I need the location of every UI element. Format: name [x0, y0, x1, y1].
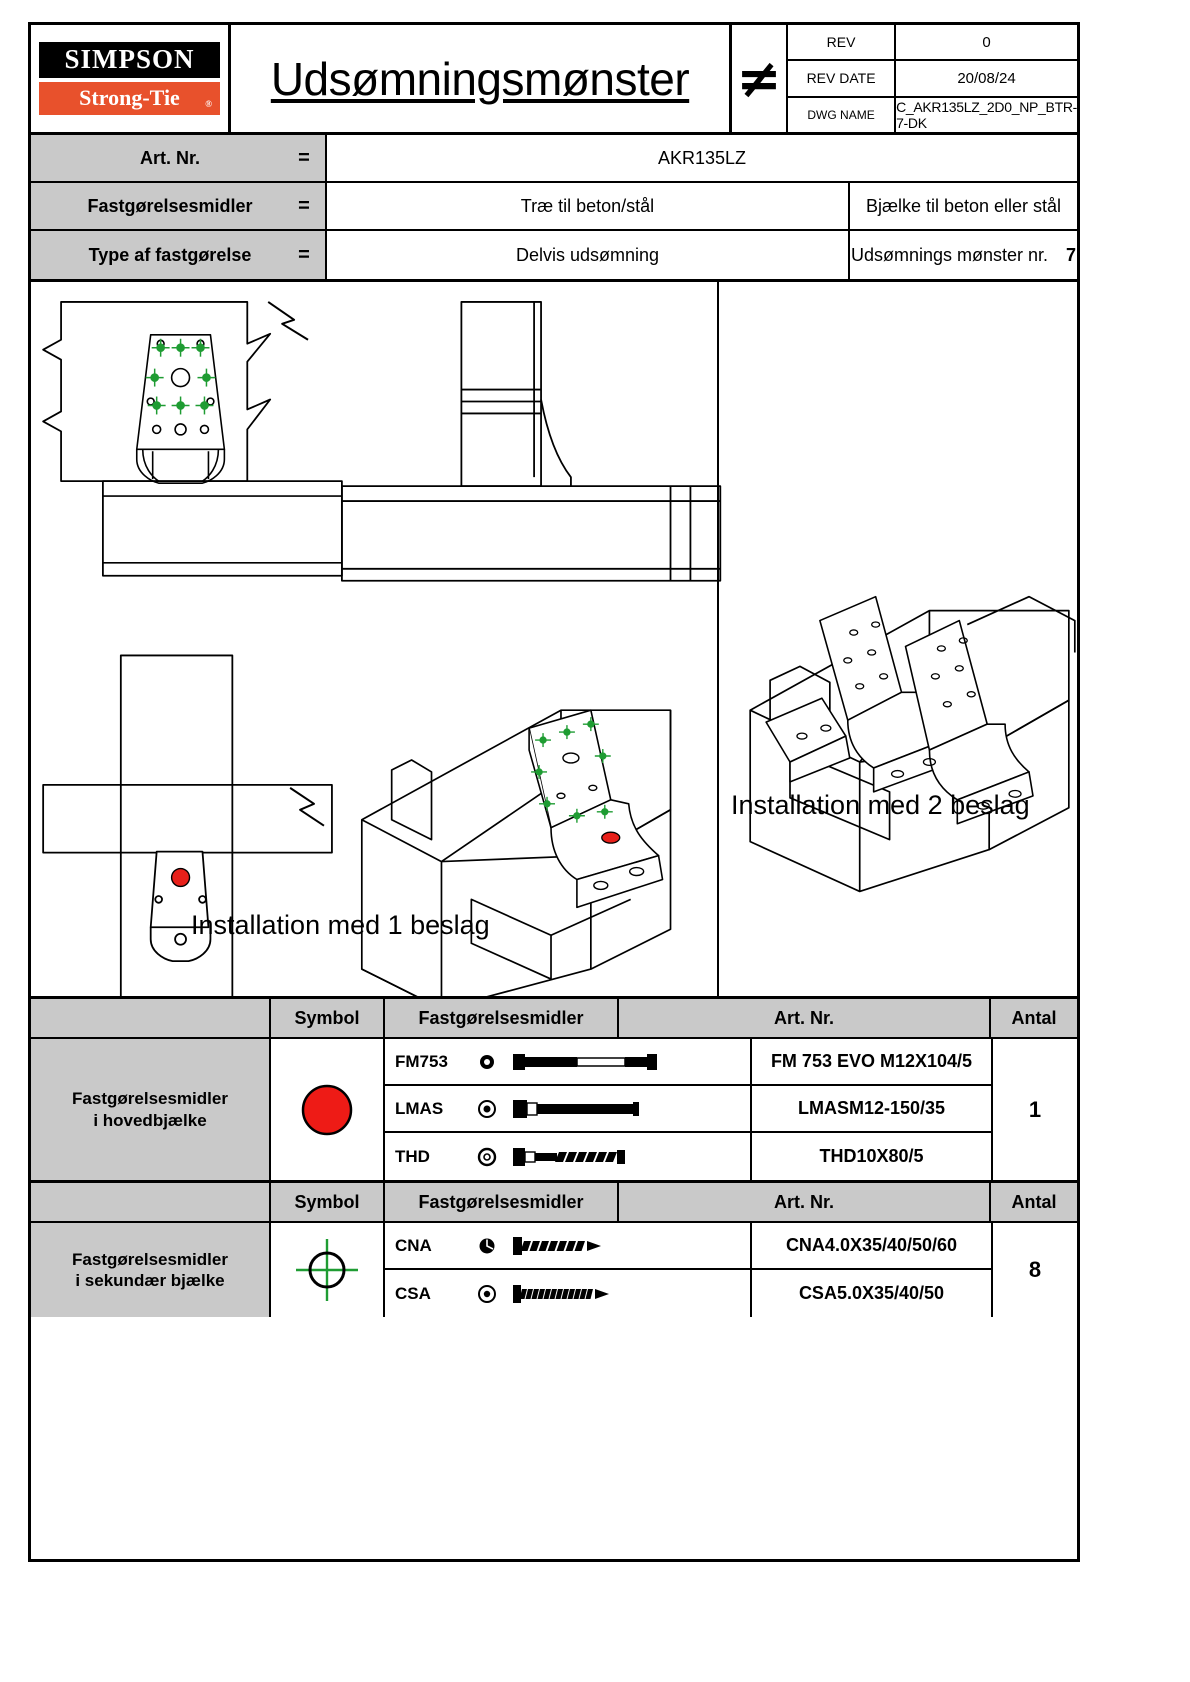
red-circle-icon	[295, 1078, 359, 1142]
spec-label-cell	[31, 183, 327, 229]
header-spacer	[31, 999, 271, 1037]
revision-block	[732, 25, 1077, 132]
group-label-secondary-beam	[31, 1223, 271, 1317]
fastener-picture	[509, 1133, 750, 1180]
specification-table	[31, 135, 1077, 282]
fastener-picture	[509, 1270, 750, 1317]
symbol-cell-red	[271, 1039, 385, 1180]
fastener-table-secondary-beam	[31, 1183, 1077, 1317]
revision-date-row	[788, 61, 1077, 97]
fastener-table-body	[31, 1039, 1077, 1180]
header-quantity: Antal	[1011, 1191, 1057, 1212]
logo-registered-mark: ®	[205, 99, 212, 109]
spec-row-fasteners	[31, 183, 1077, 231]
drawing-sheet	[28, 22, 1080, 1562]
cross-dot-icon	[476, 1235, 498, 1257]
pattern-number: 7	[1066, 244, 1077, 265]
brand-logo	[31, 25, 231, 132]
table-row	[385, 1223, 991, 1270]
dwg-name-label: DWG NAME	[788, 98, 896, 132]
equals-sign: =	[298, 243, 310, 266]
fastener-name: CSA	[395, 1283, 431, 1303]
logo-strongtie-label: Strong-Tie	[79, 85, 180, 110]
rev-date-label: REV DATE	[788, 61, 896, 95]
header-spacer	[31, 1183, 271, 1221]
bolt-hex-icon	[511, 1096, 661, 1122]
spec-value-fasteners-right: Bjælke til beton eller stål	[865, 195, 1062, 216]
logo-strongtie-text	[39, 82, 220, 115]
logo-simpson-text: SIMPSON	[39, 42, 220, 78]
fastener-rows-secondary	[385, 1223, 991, 1317]
fastener-symbol	[465, 1086, 509, 1131]
revision-row	[788, 25, 1077, 61]
fastener-symbol	[465, 1133, 509, 1180]
fastener-article: CNA4.0X35/40/50/60	[750, 1223, 991, 1268]
not-equal-icon-cell	[732, 25, 788, 132]
fastener-picture	[509, 1039, 750, 1084]
pattern-label: Udsømnings mønster nr.	[850, 244, 1049, 265]
quantity-main-beam: 1	[991, 1039, 1077, 1180]
fastener-article: CSA5.0X35/40/50	[750, 1270, 991, 1317]
fastener-symbol	[465, 1223, 509, 1268]
spec-row-article	[31, 135, 1077, 183]
fastener-name: THD	[395, 1146, 430, 1166]
group-label-text: Fastgørelsesmidler i sekundær bjælke	[72, 1249, 228, 1290]
header-fastener: Fastgørelsesmidler	[385, 1183, 619, 1221]
header-article: Art. Nr.	[619, 999, 991, 1037]
spec-label-fasteners: Fastgørelsesmidler	[87, 195, 253, 216]
caption-one-bracket: Installation med 1 beslag	[191, 910, 490, 940]
title-block	[31, 25, 1077, 135]
header-fastener: Fastgørelsesmidler	[385, 999, 619, 1037]
equals-sign: =	[298, 146, 310, 169]
ring-dot-icon	[476, 1098, 498, 1120]
equals-sign: =	[298, 194, 310, 217]
technical-illustrations	[31, 282, 1077, 996]
spec-label-article: Art. Nr.	[139, 147, 200, 168]
nail-icon	[511, 1233, 661, 1259]
spec-value-article: AKR135LZ	[657, 147, 747, 168]
dwg-name-row	[788, 98, 1077, 132]
fastener-name: FM753	[395, 1051, 448, 1071]
bolt-plain-icon	[511, 1049, 661, 1075]
table-row	[385, 1133, 991, 1180]
dwg-name-value: C_AKR135LZ_2D0_NP_BTR-7-DK	[896, 98, 1077, 131]
caption-two-brackets: Installation med 2 beslag	[731, 790, 1030, 820]
rev-date-value: 20/08/24	[957, 69, 1016, 87]
header-article: Art. Nr.	[619, 1183, 991, 1221]
fastener-table-header	[31, 999, 1077, 1039]
fastener-article: LMASM12-150/35	[750, 1086, 991, 1131]
header-symbol: Symbol	[271, 999, 385, 1037]
fastener-rows-main	[385, 1039, 991, 1180]
table-row	[385, 1270, 991, 1317]
spec-value-fasteners-left: Træ til beton/stål	[327, 183, 850, 229]
rev-label: REV	[788, 25, 896, 59]
spec-label-fixing-type: Type af fastgørelse	[88, 244, 252, 265]
sheet-title-cell	[231, 25, 732, 132]
quantity-secondary-beam: 8	[991, 1223, 1077, 1317]
spec-label-cell	[31, 231, 327, 279]
not-equal-icon: ≠	[736, 46, 782, 110]
symbol-cell-crosshair	[271, 1223, 385, 1317]
fastener-name: CNA	[395, 1235, 432, 1255]
fastener-table-header	[31, 1183, 1077, 1223]
ring-dot-small-icon	[476, 1283, 498, 1305]
page-title: Udsømningsmønster	[270, 52, 690, 105]
fastener-table-body	[31, 1223, 1077, 1317]
group-label-text-line1: Fastgørelsesmidler i hovedbjælke	[72, 1089, 228, 1130]
spec-value-fixing-type-right	[850, 231, 1077, 279]
header-symbol: Symbol	[271, 1183, 385, 1221]
fastener-symbol	[465, 1039, 509, 1084]
fastener-table-main-beam	[31, 999, 1077, 1183]
green-crosshair-icon	[292, 1235, 362, 1305]
fastener-picture	[509, 1086, 750, 1131]
spec-label-cell	[31, 135, 327, 181]
group-label-main-beam	[31, 1039, 271, 1180]
header-quantity: Antal	[1011, 1007, 1057, 1028]
table-row	[385, 1086, 991, 1133]
fastener-article: FM 753 EVO M12X104/5	[750, 1039, 991, 1084]
fastener-name: LMAS	[395, 1098, 444, 1118]
screw-fine-icon	[511, 1281, 661, 1307]
solid-dot-icon	[476, 1051, 498, 1073]
fastener-picture	[509, 1223, 750, 1268]
rev-value: 0	[982, 33, 991, 51]
spec-value-fixing-type-left: Delvis udsømning	[327, 231, 850, 279]
fastener-article: THD10X80/5	[750, 1133, 991, 1180]
screw-coarse-icon	[511, 1144, 661, 1170]
ring-open-icon	[476, 1146, 498, 1168]
drawing-area	[31, 282, 1077, 999]
fastener-symbol	[465, 1270, 509, 1317]
table-row	[385, 1039, 991, 1086]
spec-row-fixing-type	[31, 231, 1077, 279]
